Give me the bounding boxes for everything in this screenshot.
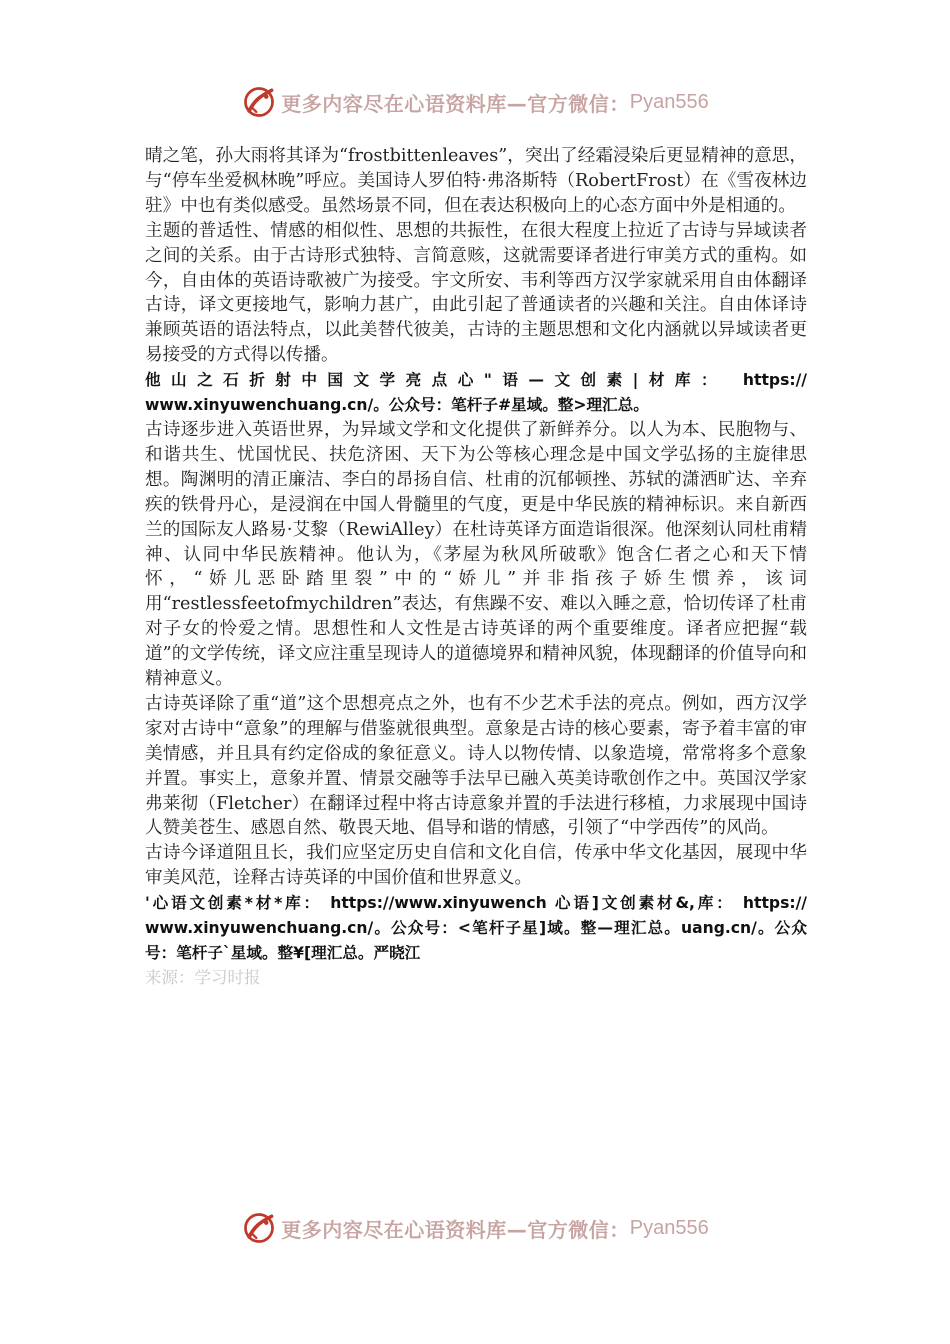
paragraph-5: 古诗今译道阻且长，我们应坚定历史自信和文化自信，传承中华文化基因，展现中华审美风范，诠释古诗英译的中国价值和世界意义。 <box>145 843 807 889</box>
paragraph-4: 古诗英译除了重“道”这个思想亮点之外，也有不少艺术手法的亮点。例如，西方汉学家对古诗中“意象”的理解与借鉴就很典型。意象是古诗的核心要素，寄予着丰富的审美情感，并且具有约定俗成的象征意义。诗人以物传情、以象造境，常常将多个意象并置。事实上，意象并置、情景交融等手法早已融入英美诗歌创作之中。英国汉学家弗莱彻（Fletcher）在翻译过程中将古诗意象并置的手法进行移植，力求展现中国诗人赞美苍生、感恩自然、敬畏天地、倡导和谐的情感，引领了“中学西传”的风尚。 <box>145 693 807 839</box>
article-body <box>145 144 807 991</box>
watermark-note-1-line-1: 他山之石折射中国文学亮点心"语—文创素|材库： https:// <box>145 371 807 390</box>
watermark-note-2-rest: www.xinyuwenchuang.cn/。公众号：<笔杆子星]域。整—理汇总。uang.cn/。公众号：笔杆子`星域。整¥[理汇总。严晓江 <box>145 919 807 962</box>
footer-banner <box>0 1208 950 1248</box>
paragraph-2: 主题的普适性、情感的相似性、思想的共振性，在很大程度上拉近了古诗与异域读者之间的关系。由于古诗形式独特、言简意赅，这就需要译者进行审美方式的重构。如今，自由体的英语诗歌被广为接受。宇文所安、韦利等西方汉学家就采用自由体翻译古诗，译文更接地气，影响力甚广，由此引起了普通读者的兴趣和关注。自由体译诗兼顾英语的语法特点，以此美替代彼美，古诗的主题思想和文化内涵就以异域读者更易接受的方式得以传播。 <box>145 220 807 366</box>
source-line: 来源：学习时报 <box>145 967 261 987</box>
paragraph-1: 晴之笔，孙大雨将其译为“frostbittenleaves”，突出了经霜浸染后更显精神的意思，与“停车坐爱枫林晚”呼应。美国诗人罗伯特·弗洛斯特（RobertFrost）在《雪夜林边驻》中也有类似感受。虽然场景不同，但在表达积极向上的心态方面中外是相通的。 <box>145 146 807 216</box>
watermark-note-1-line-2: www.xinyuwenchuang.cn/。公众号：笔杆子#星域。整>理汇总。 <box>145 396 649 415</box>
paragraph-3: 古诗逐步进入英语世界，为异域文学和文化提供了新鲜养分。以人为本、民胞物与、和谐共生、忧国忧民、扶危济困、天下为公等核心理念是中国文学弘扬的主旋律思想。陶渊明的清正廉洁、李白的昂扬自信、杜甫的沉郁顿挫、苏轼的潇洒旷达、辛弃疾的铁骨丹心，是浸润在中国人骨髓里的气度，更是中华民族的精神标识。来自新西兰的国际友人路易·艾黎（RewiAlley）在杜诗英译方面造诣很深。他深刻认同杜甫精神、认同中华民族精神。他认为，《茅屋为秋风所破歌》饱含仁者之心和天下情怀，“娇儿恶卧踏里裂”中的“娇儿”并非指孩子娇生惯养，该词用“restlessfeetofmychildren”表达，有焦躁不安、难以入睡之意，恰切传译了杜甫对子女的怜爱之情。思想性和人文性是古诗英译的两个重要维度。译者应把握“载道”的文学传统，译文应注重呈现诗人的道德境界和精神风貌，体现翻译的价值导向和精神意义。 <box>145 419 807 690</box>
brush-logo-icon <box>241 1210 277 1246</box>
banner-wechat-handle: Pyan556 <box>629 90 709 113</box>
banner-text: 更多内容尽在心语资料库—官方微信： <box>281 91 630 116</box>
watermark-note-2-line-1: '心语文创素*材*库： https://www.xinyuwench 心语]文创素材&,库： https:// <box>145 894 807 913</box>
banner-text: 更多内容尽在心语资料库—官方微信： <box>281 1217 630 1242</box>
brush-logo-icon <box>241 84 277 120</box>
banner-wechat-handle: Pyan556 <box>629 1216 709 1239</box>
header-banner <box>0 82 950 122</box>
